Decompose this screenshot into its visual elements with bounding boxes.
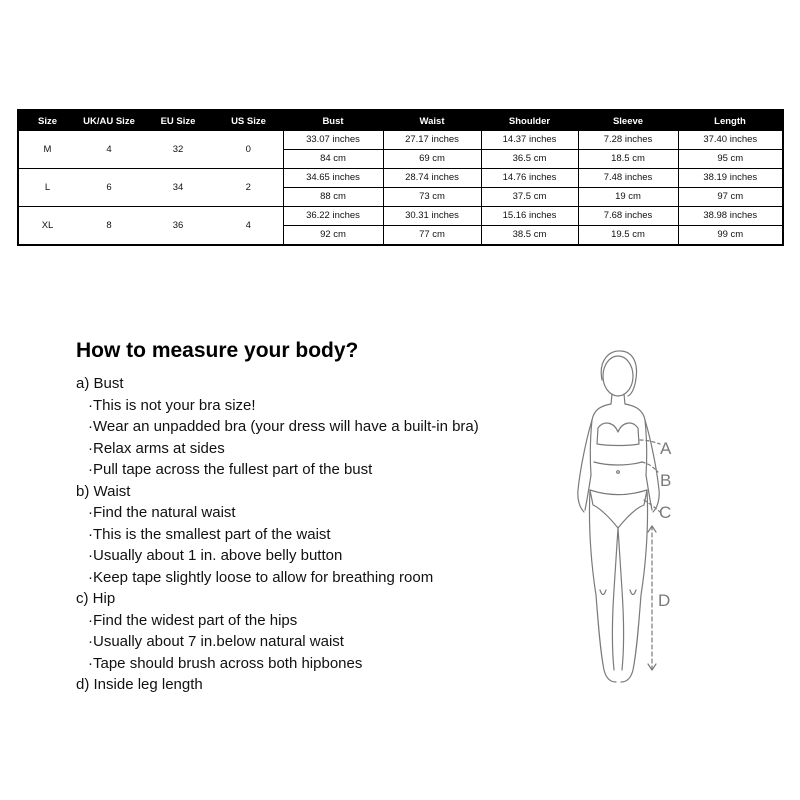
cell-size: M — [18, 131, 76, 169]
instruction-item: ·Find the natural waist — [88, 504, 236, 521]
waist-inches: 27.17 inches — [405, 134, 459, 145]
header-length: Length — [678, 110, 783, 131]
cell-length — [678, 207, 783, 246]
instruction-item: ·Keep tape slightly loose to allow for breathing room — [88, 568, 434, 586]
shoulder-cm: 37.5 cm — [482, 187, 578, 206]
sleeve-cm: 18.5 cm — [579, 149, 678, 168]
cell-bust — [283, 169, 383, 207]
cell-length — [678, 169, 783, 207]
shoulder-inches: 15.16 inches — [502, 210, 557, 221]
cell-eu: 34 — [142, 169, 214, 207]
cell-sleeve — [578, 131, 678, 169]
header-us-size: US Size — [214, 110, 283, 131]
label-c: C — [659, 503, 672, 522]
cell-eu: 36 — [142, 207, 214, 246]
guide-title: How to measure your body? — [76, 339, 359, 362]
header-bust: Bust — [283, 110, 383, 131]
header-waist: Waist — [383, 110, 481, 131]
figure-waist — [594, 462, 642, 465]
bust-inches: 34.65 inches — [306, 172, 360, 183]
length-cm: 95 cm — [679, 149, 783, 168]
figure-bra — [597, 423, 639, 445]
cell-size: XL — [18, 207, 76, 246]
figure-briefs — [590, 490, 647, 528]
bust-inches: 36.22 inches — [306, 210, 360, 221]
instruction-item: ·Pull tape across the fullest part of the bust — [88, 461, 373, 478]
instruction-item: ·Find the widest part of the hips — [88, 611, 298, 629]
instruction-item: ·Usually about 7 in.below natural waist — [88, 633, 344, 650]
bust-cm: 84 cm — [284, 149, 383, 168]
cell-size: L — [18, 169, 76, 207]
cell-waist — [383, 131, 481, 169]
length-cm: 99 cm — [679, 225, 783, 244]
instruction-item: ·Usually about 1 in. above belly button — [88, 547, 343, 564]
length-inches: 38.19 inches — [703, 172, 758, 183]
size-chart-table — [17, 109, 784, 246]
length-inches: 37.40 inches — [703, 134, 758, 145]
cell-shoulder — [481, 131, 578, 169]
cell-shoulder — [481, 207, 578, 246]
figure-navel — [617, 471, 620, 474]
table-row — [18, 169, 783, 207]
sleeve-inches: 7.48 inches — [603, 172, 653, 183]
section-heading: d) Inside leg length — [76, 676, 203, 693]
cell-bust — [283, 207, 383, 246]
length-cm: 97 cm — [679, 187, 783, 206]
label-a: A — [660, 439, 672, 458]
instruction-item: ·Relax arms at sides — [88, 439, 225, 457]
cell-us: 0 — [214, 131, 283, 169]
cell-ukau: 8 — [76, 207, 142, 246]
bust-cm: 88 cm — [284, 187, 383, 206]
cell-sleeve — [578, 169, 678, 207]
shoulder-inches: 14.76 inches — [502, 172, 557, 183]
header-shoulder: Shoulder — [481, 110, 578, 131]
cell-eu: 32 — [142, 131, 214, 169]
cell-ukau: 6 — [76, 169, 142, 207]
section-heading: b) Waist — [76, 482, 131, 500]
instruction-item: ·This is not your bra size! — [88, 396, 256, 414]
figure-left-leg — [589, 490, 618, 682]
figure-right-leg — [618, 490, 648, 682]
figure-knees — [600, 590, 636, 595]
instruction-item: ·This is the smallest part of the waist — [88, 525, 331, 543]
waist-inches: 28.74 inches — [405, 172, 459, 183]
sleeve-cm: 19.5 cm — [579, 225, 678, 244]
waist-cm: 73 cm — [384, 187, 481, 206]
table-row — [18, 207, 783, 246]
cell-ukau: 4 — [76, 131, 142, 169]
cell-shoulder — [481, 169, 578, 207]
header-eu-size: EU Size — [142, 110, 214, 131]
label-d: D — [658, 591, 671, 610]
waist-cm: 69 cm — [384, 149, 481, 168]
sleeve-inches: 7.68 inches — [603, 210, 653, 221]
header-sleeve: Sleeve — [578, 110, 678, 131]
shoulder-cm: 36.5 cm — [482, 149, 578, 168]
section-heading: c) Hip — [76, 590, 116, 607]
cell-sleeve — [578, 207, 678, 246]
cell-us: 4 — [214, 207, 283, 246]
measure-instructions — [76, 373, 546, 696]
sleeve-cm: 19 cm — [579, 187, 678, 206]
instruction-item: ·Wear an unpadded bra (your dress will have a built-in bra) — [88, 418, 479, 435]
header-size: Size — [18, 110, 76, 131]
waist-inches: 30.31 inches — [405, 210, 459, 221]
cell-waist — [383, 169, 481, 207]
instruction-item: ·Tape should brush across both hipbones — [88, 654, 363, 672]
body-measurement-figure — [560, 340, 700, 700]
label-b: B — [660, 471, 672, 490]
figure-head — [603, 356, 633, 396]
cell-length — [678, 131, 783, 169]
size-table-header-row — [18, 110, 783, 131]
cell-bust — [283, 131, 383, 169]
shoulder-inches: 14.37 inches — [502, 134, 557, 145]
bust-inches: 33.07 inches — [306, 134, 360, 145]
table-row — [18, 131, 783, 169]
bust-cm: 92 cm — [284, 225, 383, 244]
header-ukau-size: UK/AU Size — [76, 110, 142, 131]
shoulder-cm: 38.5 cm — [482, 225, 578, 244]
sleeve-inches: 7.28 inches — [603, 134, 653, 145]
cell-waist — [383, 207, 481, 246]
length-inches: 38.98 inches — [703, 210, 758, 221]
section-heading: a) Bust — [76, 375, 124, 392]
waist-cm: 77 cm — [384, 225, 481, 244]
cell-us: 2 — [214, 169, 283, 207]
